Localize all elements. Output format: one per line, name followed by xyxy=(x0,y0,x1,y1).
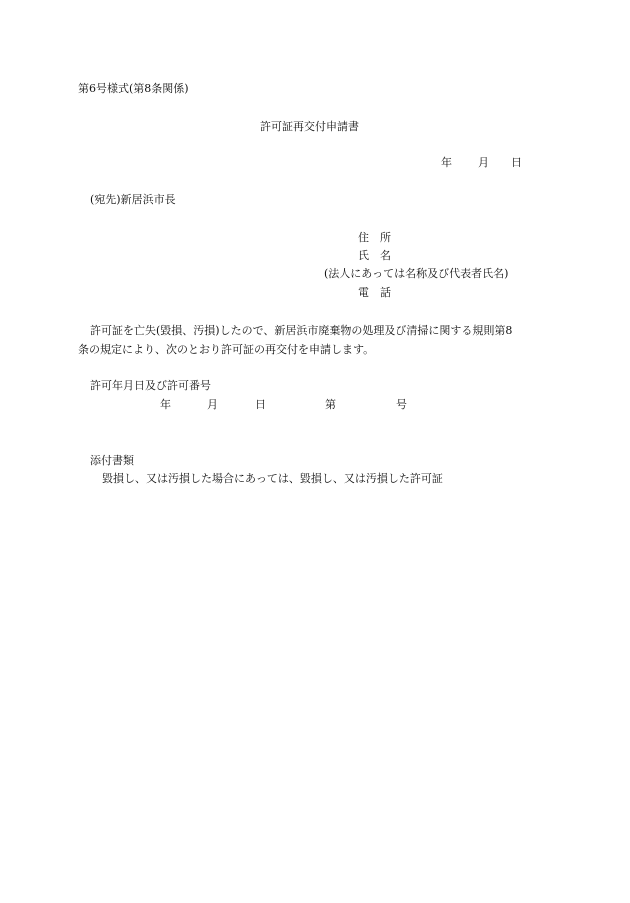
form-number: 第6号様式(第8条関係) xyxy=(78,82,189,95)
attachments-text: 毀損し、又は汚損した場合にあっては、毀損し、又は汚損した許可証 xyxy=(102,472,443,485)
permit-month-label: 月 xyxy=(207,398,218,411)
permit-number-suffix: 号 xyxy=(396,398,407,411)
date-day-label: 日 xyxy=(511,156,522,169)
name-label: 氏 名 xyxy=(358,249,391,262)
address-label: 住 所 xyxy=(358,231,391,244)
addressee: (宛先)新居浜市長 xyxy=(90,193,176,206)
date-year-label: 年 xyxy=(441,156,452,169)
permit-day-label: 日 xyxy=(255,398,266,411)
corporate-note: (法人にあっては名称及び代表者氏名) xyxy=(324,267,509,280)
phone-label: 電 話 xyxy=(358,286,391,299)
date-month-label: 月 xyxy=(478,156,489,169)
body-text-line-1: 許可証を亡失(毀損、汚損)したので、新居浜市廃棄物の処理及び清掃に関する規則第8 xyxy=(90,324,513,337)
permit-year-label: 年 xyxy=(160,398,171,411)
document-title: 許可証再交付申請書 xyxy=(260,120,359,133)
permit-info-heading: 許可年月日及び許可番号 xyxy=(90,379,211,392)
attachments-heading: 添付書類 xyxy=(90,454,134,467)
body-text-line-2: 条の規定により、次のとおり許可証の再交付を申請します。 xyxy=(78,343,375,356)
permit-number-prefix: 第 xyxy=(325,398,336,411)
